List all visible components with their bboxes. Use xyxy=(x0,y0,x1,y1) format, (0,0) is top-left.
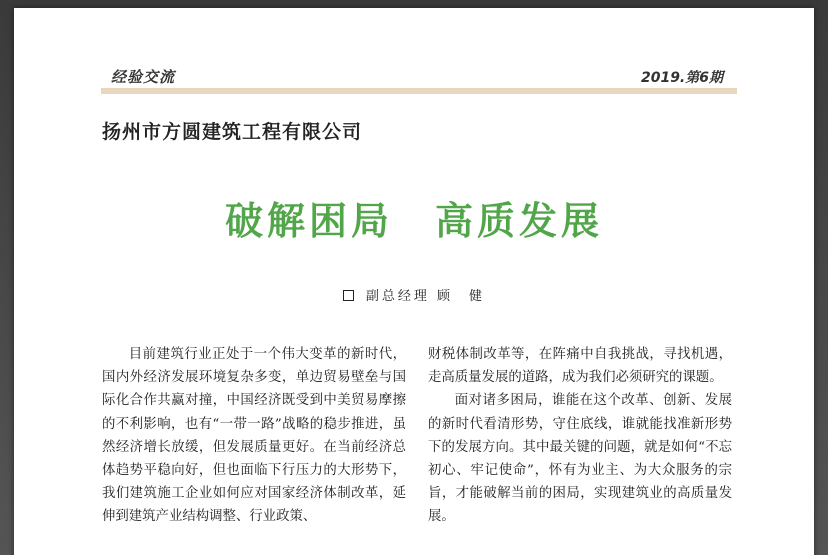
paragraph: 财税体制改革等，在阵痛中自我挑战，寻找机遇，走高质量发展的道路，成为我们必须研究的课题。 xyxy=(428,347,732,386)
paragraph: 面对诸多困局，谁能在这个改革、创新、发展的新时代看清形势，守住底线，谁就能找准新形势下的发展方向。其中最关键的问题，就是如何“不忘初心、牢记使命”，怀有为业主、为大众服务的宗旨，才能破解当前的困局，实现建筑业的高质量发展。 xyxy=(428,393,732,525)
body-column-left xyxy=(102,343,406,529)
issue-number: 2019.第6期 xyxy=(640,70,723,86)
running-header xyxy=(101,70,737,94)
author-name: 副总经理 顾 健 xyxy=(365,289,486,304)
section-name: 经验交流 xyxy=(111,68,176,86)
document-page xyxy=(14,8,814,555)
square-icon xyxy=(343,290,354,301)
article-title: 破解困局 高质发展 xyxy=(224,199,603,243)
body-column-right xyxy=(428,343,732,529)
company-name: 扬州市方圆建筑工程有限公司 xyxy=(102,121,363,143)
author-line xyxy=(14,285,814,304)
paragraph: 目前建筑行业正处于一个伟大变革的新时代，国内外经济发展环境复杂多变，单边贸易壁垒与国际化合作共赢对撞，中国经济既受到中美贸易摩擦的不利影响，也有“一带一路”战略的稳步推进，虽然经济增长放缓，但发展质量更好。在当前经济总体趋势平稳向好，但也面临下行压力的大形势下，我们建筑施工企业如何应对国家经济体制改革，延伸到建筑产业结构调整、行业政策、 xyxy=(102,347,406,525)
